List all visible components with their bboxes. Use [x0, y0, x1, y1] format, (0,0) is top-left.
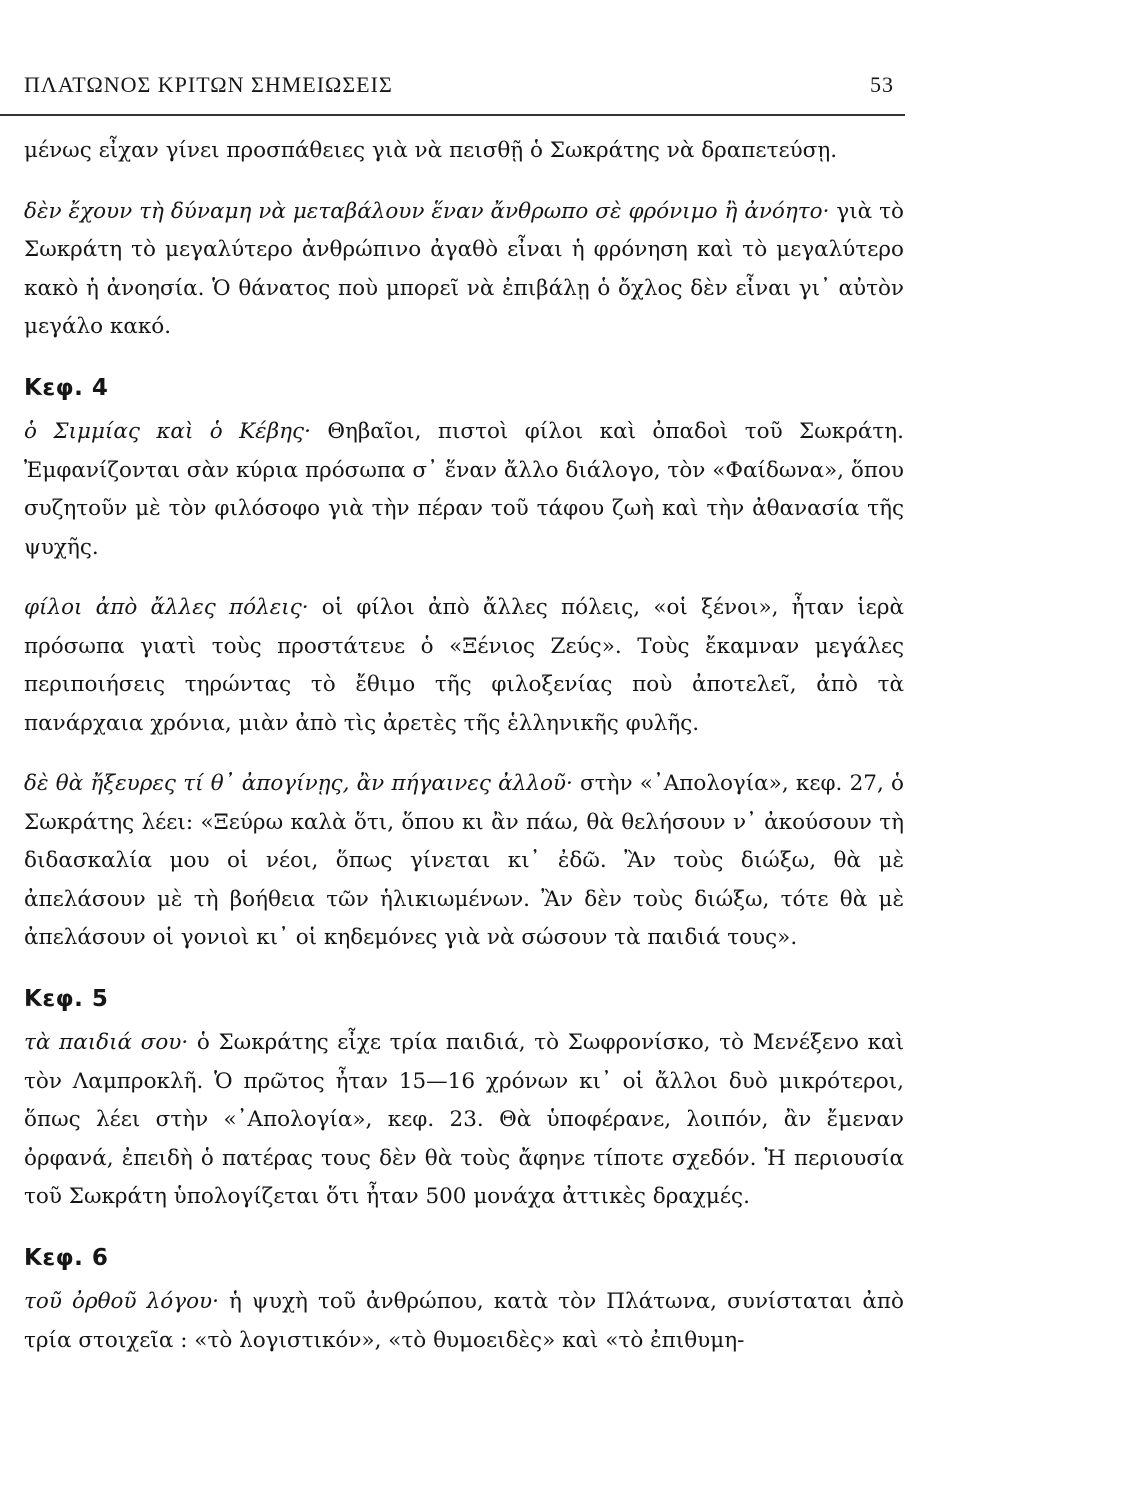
- note-lemma: τὰ παιδιά σου·: [24, 1030, 189, 1055]
- note-lemma: δὲν ἔχουν τὴ δύναμη νὰ μεταβάλουν ἕναν ἄνθρωπο σὲ φρόνιμο ἢ ἀνόητο·: [24, 198, 830, 224]
- page-number: 53: [870, 72, 894, 97]
- note-text: Θηβαῖοι, πιστοὶ φίλοι καὶ ὀπαδοὶ τοῦ Σωκράτη. Ἐμφανίζονται σὰν κύρια πρόσωπα σ᾿ ἕναν ἄλλο διάλογο, τὸν «Φαίδωνα», ὅπου συζητοῦν μὲ τὸν φιλόσοφο γιὰ τὴν πέραν τοῦ τάφου ζωὴ καὶ τὴν ἀθανασία τῆς ψυχῆς.: [24, 419, 904, 560]
- note-text: στὴν «᾿Απολογία», κεφ. 27, ὁ Σωκράτης λέει: «Ξεύρω καλὰ ὅτι, ὅπου κι ἂν πάω, θὰ θελήσουν ν᾿ ἀκούσουν τὴ διδασκαλία μου οἱ νέοι, ὅπως γίνεται κι᾿ ἐδῶ. Ἂν τοὺς διώξω, θὰ μὲ ἀπελάσουν μὲ τὴ βοήθεια τῶν ἡλικιωμένων. Ἂν δὲν τοὺς διώξω, τότε θὰ μὲ ἀπελάσουν οἱ γονιοὶ κι᾿ οἱ κηδεμόνες γιὰ νὰ σώσουν τὰ παιδιά τους».: [24, 771, 904, 950]
- note-paragraph: [24, 589, 904, 743]
- note-paragraph: [24, 193, 904, 347]
- note-paragraph: [24, 765, 904, 958]
- note-lemma: δὲ θὰ ἤξευρες τί θ᾿ ἀπογίνῃς, ἂν πήγαινες ἀλλοῦ·: [24, 771, 573, 796]
- chapter-heading: Κεφ. 4: [24, 374, 109, 401]
- running-title: ΠΛΑΤΩΝΟΣ ΚΡΙΤΩΝ ΣΗΜΕΙΩΣΕΙΣ: [24, 72, 393, 97]
- note-paragraph: [24, 132, 904, 171]
- chapter-heading: Κεφ. 5: [24, 985, 109, 1012]
- note-paragraph: [24, 413, 904, 567]
- running-header: [24, 72, 894, 98]
- note-text: οἱ φίλοι ἀπὸ ἄλλες πόλεις, «οἱ ξένοι», ἦταν ἱερὰ πρόσωπα γιατὶ τοὺς προστάτευε ὁ «Ξένιος Ζεύς». Τοὺς ἔκαμναν μεγάλες περιποιήσεις τηρώντας τὸ ἔθιμο τῆς φιλοξενίας ποὺ ἀποτελεῖ, ἀπὸ τὰ πανάρχαια χρόνια, μιὰν ἀπὸ τὶς ἀρετὲς τῆς ἑλληνικῆς φυλῆς.: [24, 595, 904, 736]
- notes-body: [24, 132, 904, 1382]
- note-lemma: τοῦ ὀρθοῦ λόγου·: [24, 1289, 219, 1314]
- note-lemma: φίλοι ἀπὸ ἄλλες πόλεις·: [24, 595, 309, 620]
- note-paragraph: [24, 1024, 904, 1217]
- header-rule: [0, 114, 905, 116]
- note-text: ἡ ψυχὴ τοῦ ἀνθρώπου, κατὰ τὸν Πλάτωνα, συνίσταται ἀπὸ τρία στοιχεῖα : «τὸ λογιστικόν», «τὸ θυμοειδὲς» καὶ «τὸ ἐπιθυμη-: [24, 1289, 904, 1353]
- note-text: ὁ Σωκράτης εἶχε τρία παιδιά, τὸ Σωφρονίσκο, τὸ Μενέξενο καὶ τὸν Λαμπροκλῆ. Ὁ πρῶτος ἦταν 15—16 χρόνων κι᾿ οἱ ἄλλοι δυὸ μικρότεροι, ὅπως λέει στὴν «᾿Απολογία», κεφ. 23. Θὰ ὑποφέρανε, λοιπόν, ἂν ἔμεναν ὀρφανά, ἐπειδὴ ὁ πατέρας τους δὲν θὰ τοὺς ἄφηνε τίποτε σχεδόν. Ἡ περιουσία τοῦ Σωκράτη ὑπολογίζεται ὅτι ἦταν 500 μονάχα ἀττικὲς δραχμές.: [24, 1030, 905, 1209]
- note-paragraph: [24, 1283, 904, 1360]
- chapter-heading: Κεφ. 6: [24, 1244, 109, 1271]
- note-text: γιὰ τὸ Σωκράτη τὸ μεγαλύτερο ἀνθρώπινο ἀγαθὸ εἶναι ἡ φρόνηση καὶ τὸ μεγαλύτερο κακὸ ἡ ἀνοησία. Ὁ θάνατος ποὺ μπορεῖ νὰ ἐπιβάλῃ ὁ ὄχλος δὲν εἶναι γι᾿ αὐτὸν μεγάλο κακό.: [24, 198, 904, 339]
- note-lemma: ὁ Σιμμίας καὶ ὁ Κέβης·: [24, 419, 311, 444]
- note-text: μένως εἶχαν γίνει προσπάθειες γιὰ νὰ πεισθῇ ὁ Σωκράτης νὰ δραπετεύσῃ.: [24, 138, 838, 163]
